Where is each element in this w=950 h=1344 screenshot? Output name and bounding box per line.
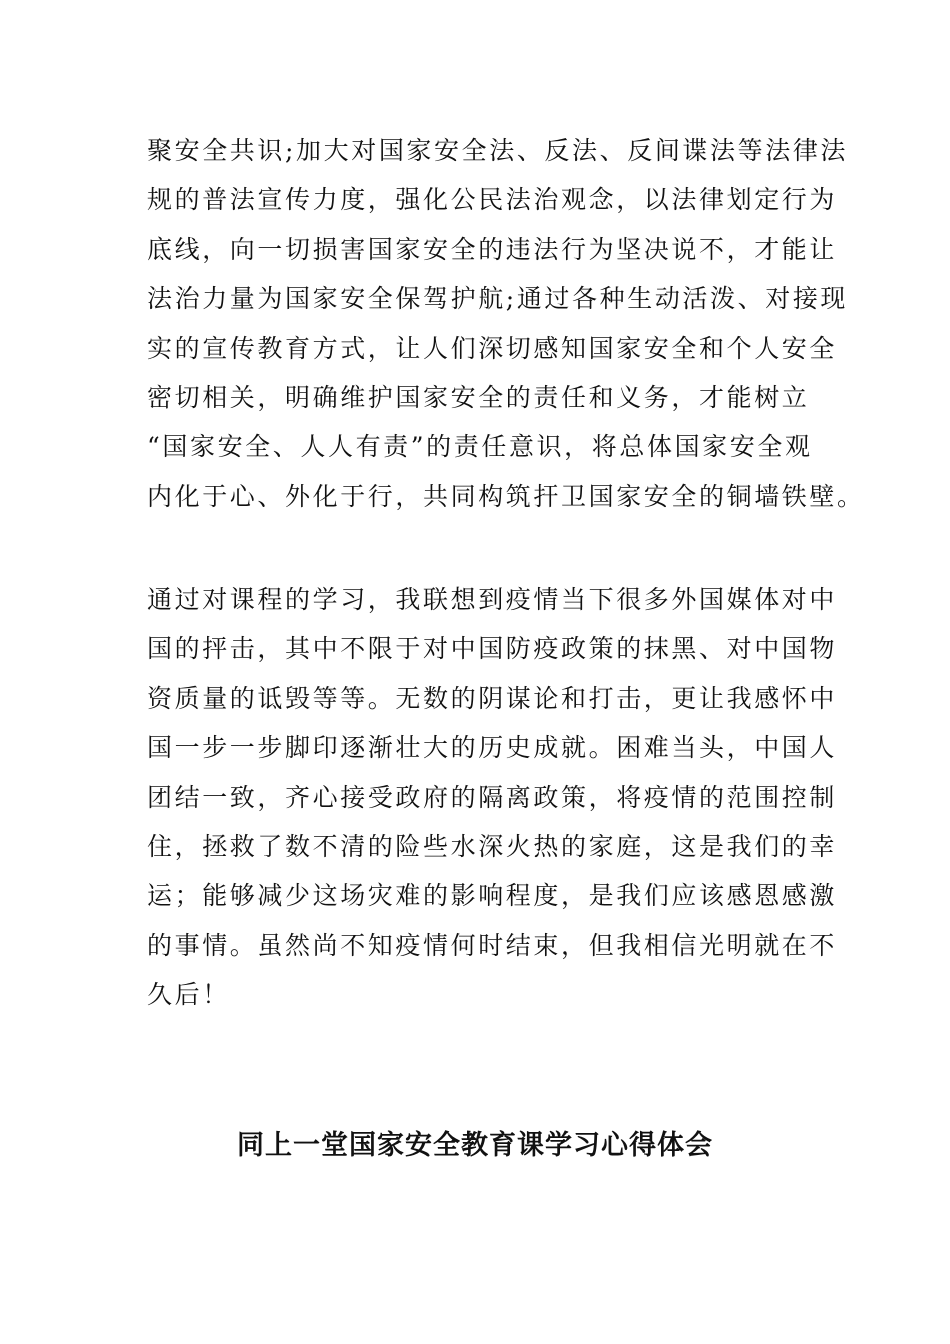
body-paragraph-1	[147, 126, 865, 521]
paragraph-line: 运；能够减少这场灾难的影响程度，是我们应该感恩感激	[147, 881, 838, 911]
paragraph-line: 住，拯救了数不清的险些水深火热的家庭，这是我们的幸	[147, 831, 838, 861]
paragraph-line: 法治力量为国家安全保驾护航;通过各种生动活泼、对接现	[147, 284, 849, 314]
paragraph-line: “国家安全、人人有责”的责任意识，将总体国家安全观	[147, 432, 813, 462]
paragraph-line: 内化于心、外化于行，共同构筑扞卫国家安全的铜墙铁壁。	[147, 481, 865, 511]
paragraph-line: 久后！	[147, 980, 230, 1010]
body-paragraph-2	[147, 575, 838, 1020]
paragraph-line: 底线，向一切损害国家安全的违法行为坚决说不，才能让	[147, 234, 838, 264]
document-title: 同上一堂国家安全教育课学习心得体会	[237, 1130, 713, 1161]
paragraph-line: 聚安全共识;加大对国家安全法、反法、反间谍法等法律法	[147, 136, 849, 165]
paragraph-line: 的事情。虽然尚不知疫情何时结束，但我相信光明就在不	[147, 930, 838, 960]
paragraph-line: 国一步一步脚印逐渐壮大的历史成就。困难当头，中国人	[147, 733, 838, 763]
paragraph-line: 通过对课程的学习，我联想到疫情当下很多外国媒体对中	[147, 585, 838, 614]
paragraph-line: 国的抨击，其中不限于对中国防疫政策的抹黑、对中国物	[147, 634, 838, 664]
paragraph-line: 资质量的诋毁等等。无数的阴谋论和打击，更让我感怀中	[147, 683, 838, 713]
paragraph-line: 实的宣传教育方式，让人们深切感知国家安全和个人安全	[147, 333, 838, 363]
paragraph-line: 规的普法宣传力度，强化公民法治观念，以法律划定行为	[147, 185, 838, 215]
paragraph-line: 密切相关，明确维护国家安全的责任和义务，才能树立	[147, 382, 810, 412]
paragraph-line: 团结一致，齐心接受政府的隔离政策，将疫情的范围控制	[147, 782, 838, 812]
